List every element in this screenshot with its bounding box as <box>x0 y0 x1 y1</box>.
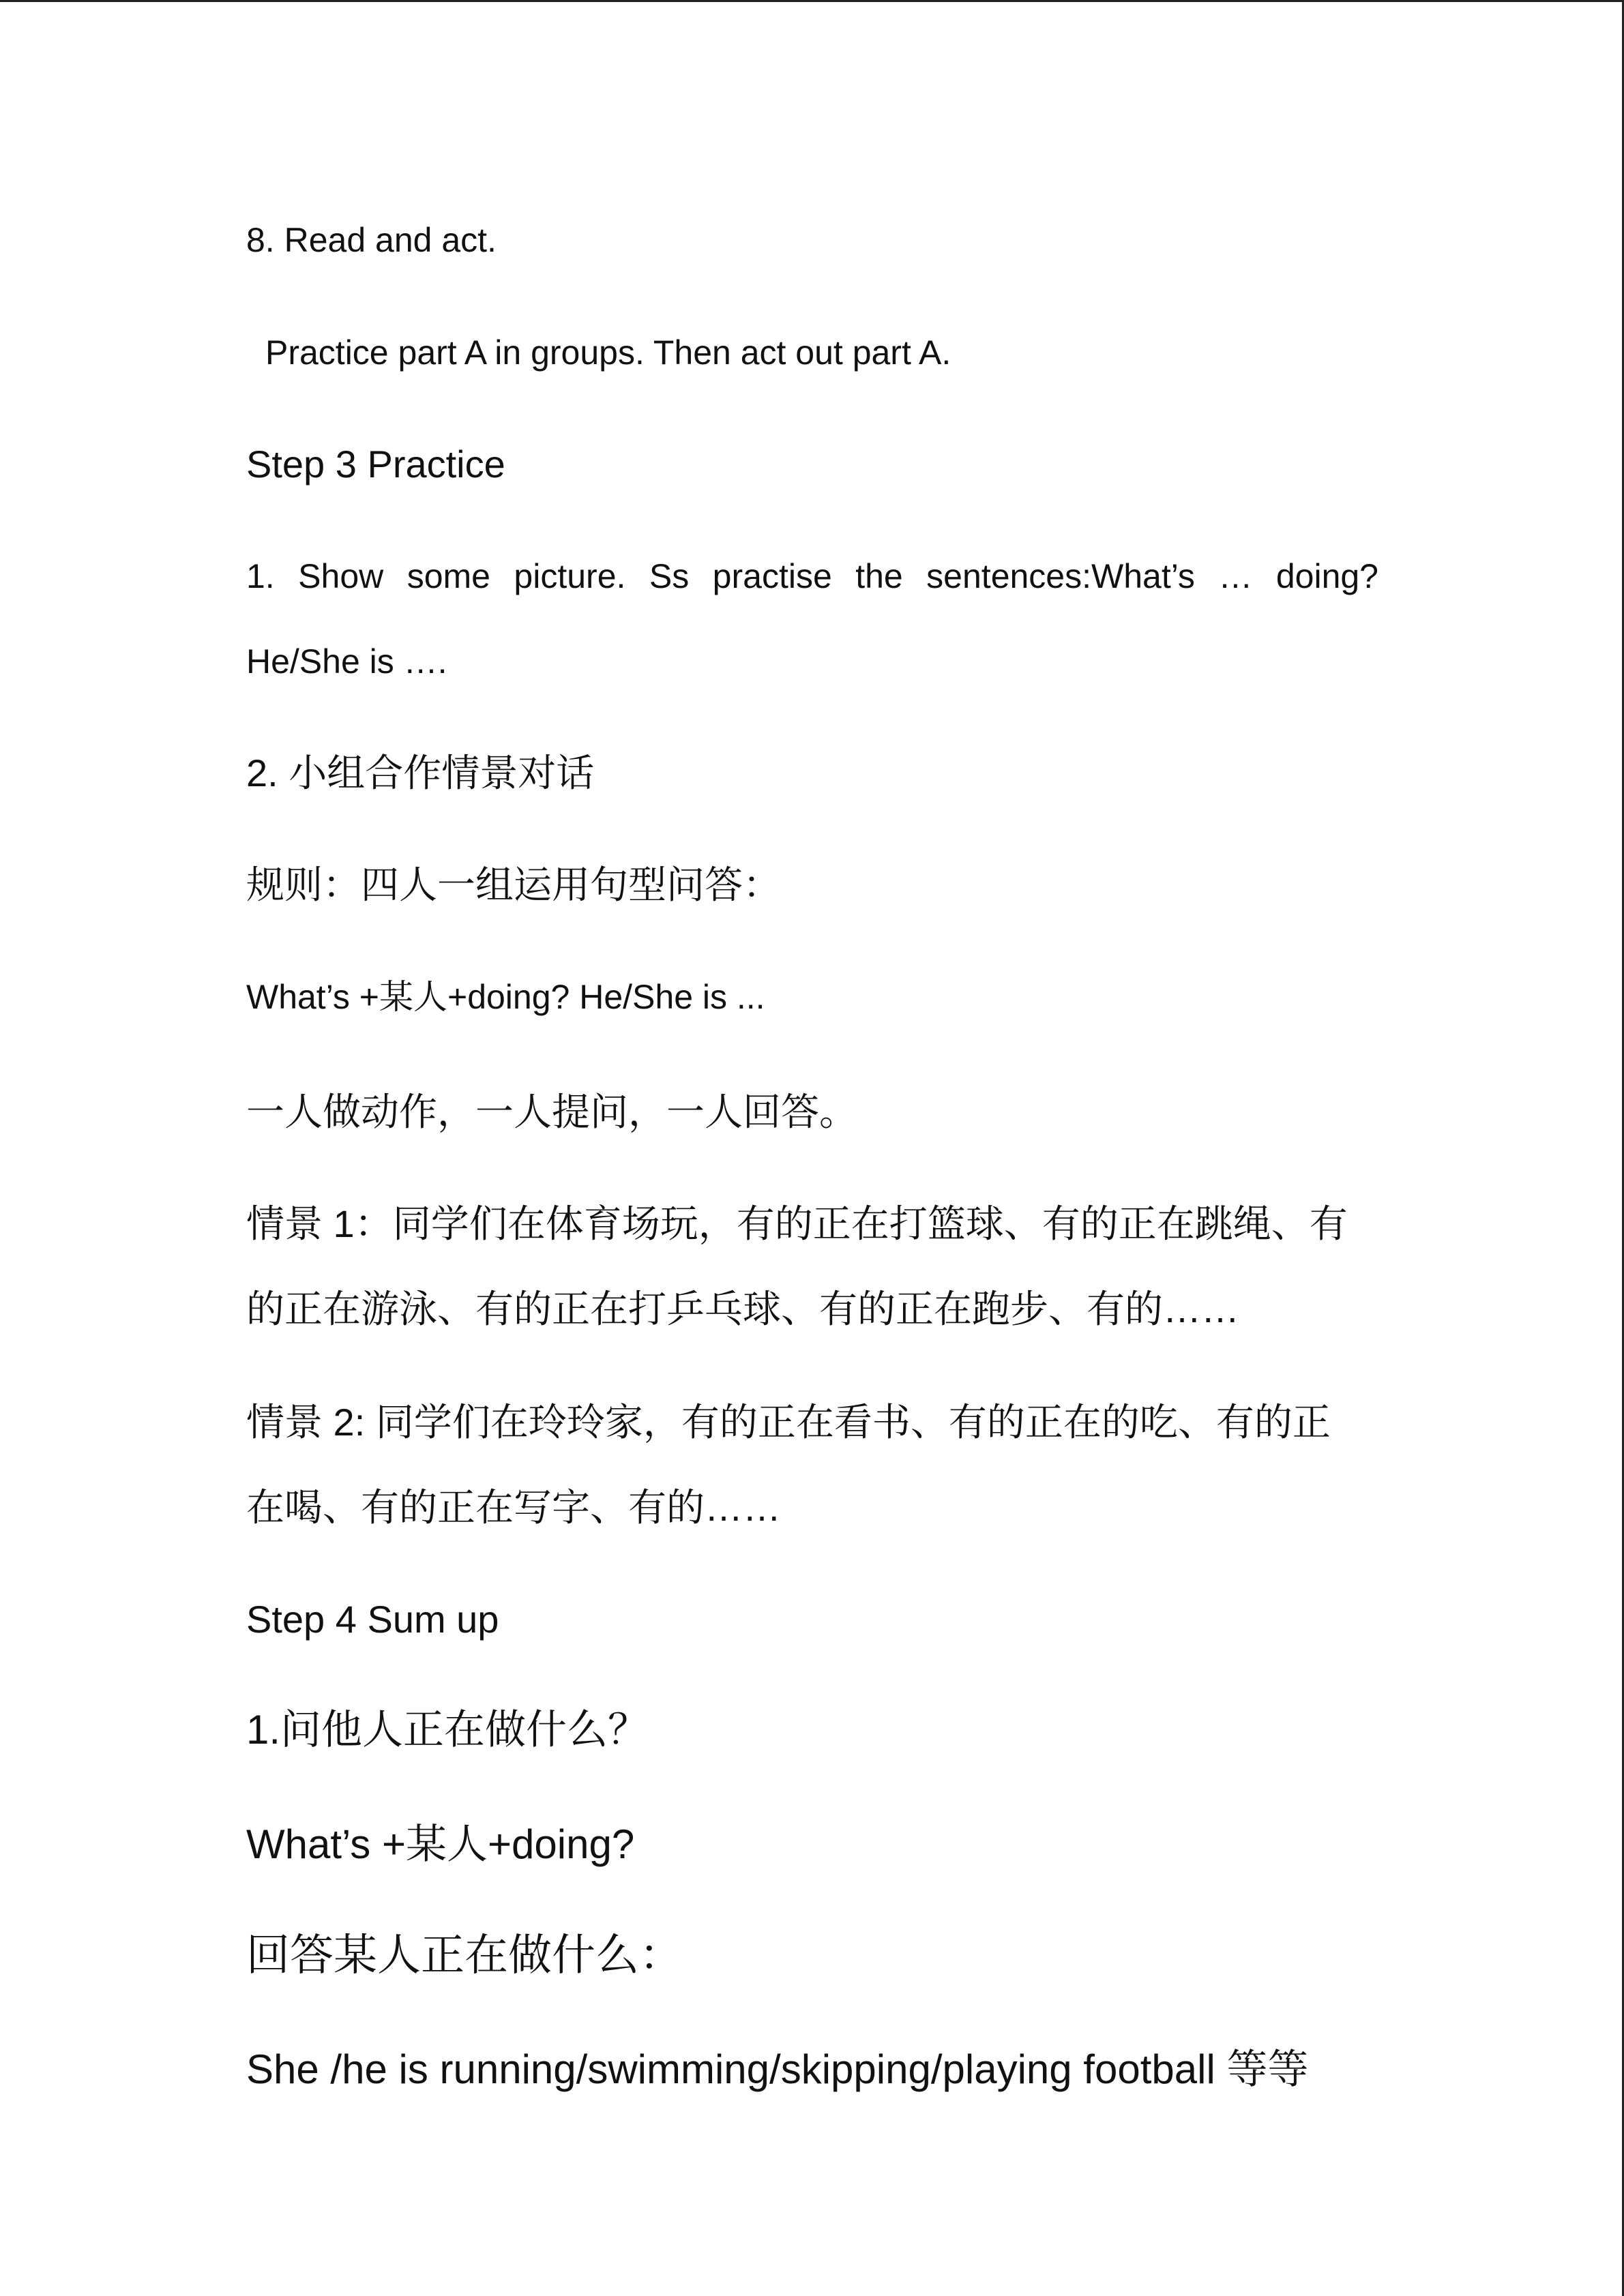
he-she-is-text: He/She is …. <box>246 642 447 681</box>
summary-question-pattern: What’s +某人+doing? <box>246 1821 635 1867</box>
group-dialogue-item: 2. 小组合作情景对话 <box>246 751 595 794</box>
rules-text: 规则：四人一组运用句型问答： <box>246 863 781 906</box>
read-and-act-heading: 8. Read and act. <box>246 221 497 259</box>
summary-answer-pattern: She /he is running/swimming/skipping/playing football 等等 <box>246 2046 1309 2092</box>
summary-question-item: 1.问他人正在做什么？ <box>246 1707 649 1753</box>
scenario-1-line-2: 的正在游泳、有的正在打乒乓球、有的正在跑步、有的…… <box>246 1287 1239 1330</box>
step-4-heading: Step 4 Sum up <box>246 1598 499 1641</box>
roles-text: 一人做动作，一人提问，一人回答。 <box>246 1090 857 1133</box>
show-picture-text: 1. Show some picture. Ss practise the sentences:What’s … doing? <box>246 557 1378 595</box>
scenario-2-line-1: 情景 2: 同学们在玲玲家，有的正在看书、有的正在的吃、有的正 <box>246 1401 1331 1444</box>
practice-part-a-text: Practice part A in groups. Then act out part A. <box>265 333 951 372</box>
step-3-heading: Step 3 Practice <box>246 443 505 486</box>
scenario-1-line-1: 情景 1：同学们在体育场玩，有的正在打篮球、有的正在跳绳、有 <box>246 1202 1348 1245</box>
page-top-border <box>0 0 1624 2</box>
summary-answer-heading: 回答某人正在做什么： <box>246 1930 683 1980</box>
sentence-pattern-text: What’s +某人+doing? He/She is ... <box>246 978 765 1016</box>
scenario-2-line-2: 在喝、有的正在写字、有的…… <box>246 1486 781 1529</box>
